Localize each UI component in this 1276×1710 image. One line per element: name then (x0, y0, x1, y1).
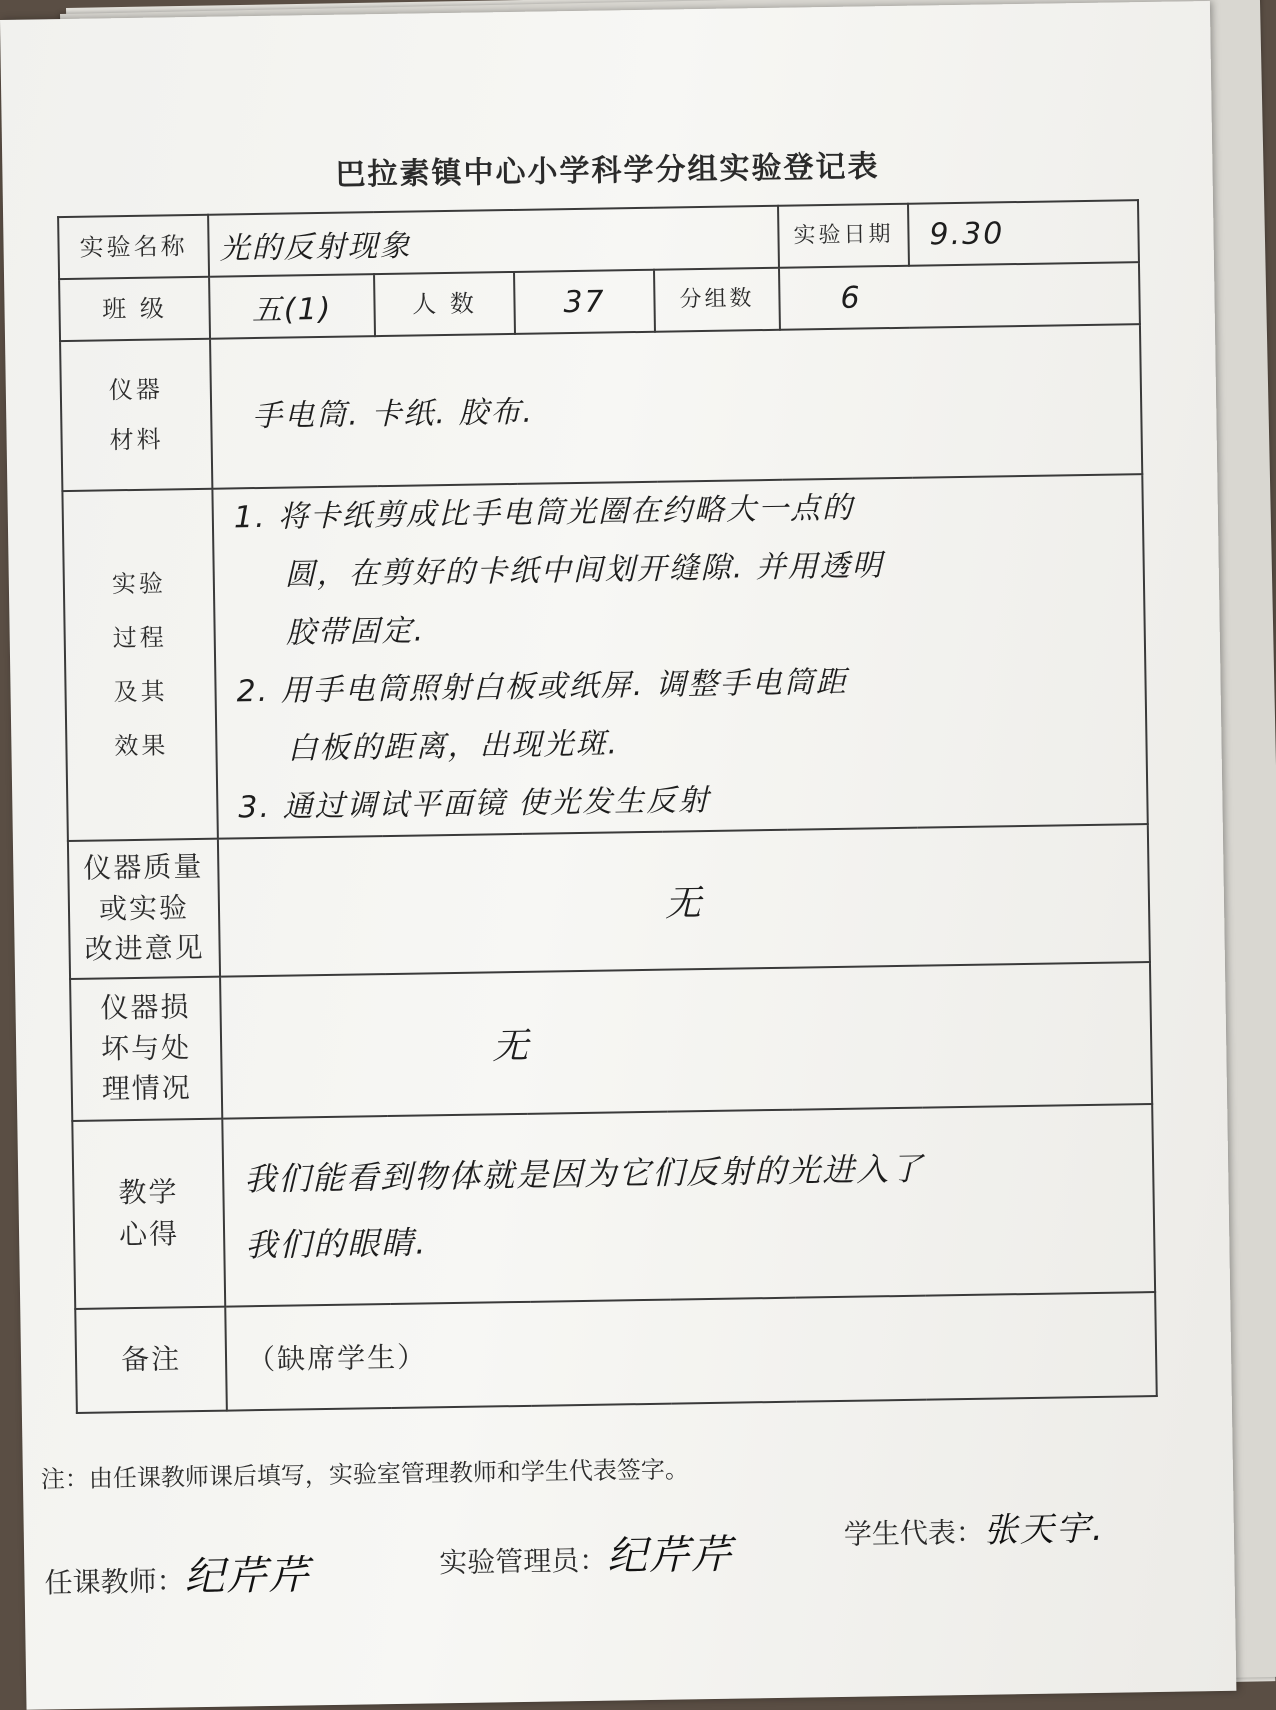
label-remarks: 备注 (75, 1307, 227, 1413)
teacher-label: 任课教师： (44, 1564, 185, 1600)
value-instruments: 手电筒. 卡纸. 胶布. (210, 324, 1142, 489)
process-line: 胶带固定. (285, 613, 426, 651)
label-experiment-name: 实验名称 (58, 215, 209, 279)
label-groups: 分组数 (654, 268, 780, 332)
teaching-line: 我们能看到物体就是因为它们反射的光进入了 (243, 1149, 925, 1199)
process-line: 白板的距离，出现光斑. (287, 726, 620, 767)
signature-row (44, 1501, 1225, 1610)
label-teaching (72, 1119, 225, 1309)
value-class: 五(1) (209, 274, 375, 339)
label-process (62, 489, 217, 841)
row-process (62, 474, 1147, 841)
label-process-line: 效果 (114, 731, 169, 761)
student-signature (843, 1501, 1105, 1554)
student-name: 张天宇. (983, 1508, 1105, 1551)
value-teaching (222, 1104, 1155, 1307)
row-teaching (72, 1104, 1155, 1309)
label-quality-line: 改进意见 (84, 931, 205, 967)
label-damage-line: 仪器损 (100, 990, 191, 1025)
value-process (212, 474, 1147, 839)
admin-label: 实验管理员： (439, 1543, 608, 1580)
label-people: 人 数 (374, 272, 515, 336)
label-quality-line: 或实验 (98, 890, 190, 926)
label-process-line: 过程 (112, 623, 167, 653)
value-people: 37 (514, 270, 655, 334)
label-experiment-date: 实验日期 (778, 204, 909, 268)
admin-name: 纪芹芹 (606, 1531, 734, 1580)
admin-signature (439, 1523, 734, 1585)
student-label: 学生代表： (843, 1515, 985, 1551)
label-class: 班 级 (59, 277, 210, 341)
row-instruments (60, 324, 1142, 491)
label-damage (70, 977, 222, 1121)
value-remarks: （缺席学生） (225, 1292, 1157, 1411)
value-quality: 无 (218, 824, 1150, 977)
label-damage-line: 坏与处 (100, 1030, 192, 1066)
label-process-line: 及其 (113, 677, 168, 707)
label-process-line: 实验 (111, 569, 167, 599)
label-quality-line: 仪器质量 (83, 850, 204, 885)
process-line: 3. 通过调试平面镜 使光发生反射 (238, 782, 711, 826)
row-quality (68, 824, 1150, 979)
teacher-signature (44, 1543, 311, 1604)
label-teaching-line: 心得 (118, 1217, 180, 1252)
teacher-name: 纪芹芹 (184, 1552, 311, 1601)
value-groups: 6 (779, 262, 1140, 330)
value-experiment-date: 9.30 (908, 200, 1139, 266)
label-teaching-line: 教学 (118, 1175, 179, 1210)
row-remarks (75, 1292, 1157, 1413)
row-damage (70, 962, 1152, 1121)
label-instruments-line: 仪器 (108, 375, 164, 404)
process-line: 圆，在剪好的卡纸中间划开缝隙. 并用透明 (284, 548, 885, 593)
experiment-form-table (57, 199, 1158, 1414)
label-instruments (60, 339, 212, 491)
process-line: 1. 将卡纸剪成比手电筒光圈在约略大一点的 (233, 490, 855, 536)
footnote: 注：由任课教师课后填写，实验室管理教师和学生代表签字。 (40, 1455, 690, 1494)
teaching-line: 我们的眼睛. (244, 1223, 428, 1265)
process-line: 2. 用手电筒照射白板或纸屏. 调整手电筒距 (236, 664, 849, 710)
registration-sheet (0, 1, 1236, 1710)
value-experiment-name: 光的反射现象 (208, 206, 779, 277)
value-damage: 无 (220, 962, 1152, 1119)
label-damage-line: 理情况 (101, 1071, 193, 1106)
label-quality (68, 839, 220, 979)
label-instruments-line: 材料 (109, 425, 164, 455)
page-title: 巴拉素镇中心小学科学分组实验登记表 (335, 149, 880, 193)
